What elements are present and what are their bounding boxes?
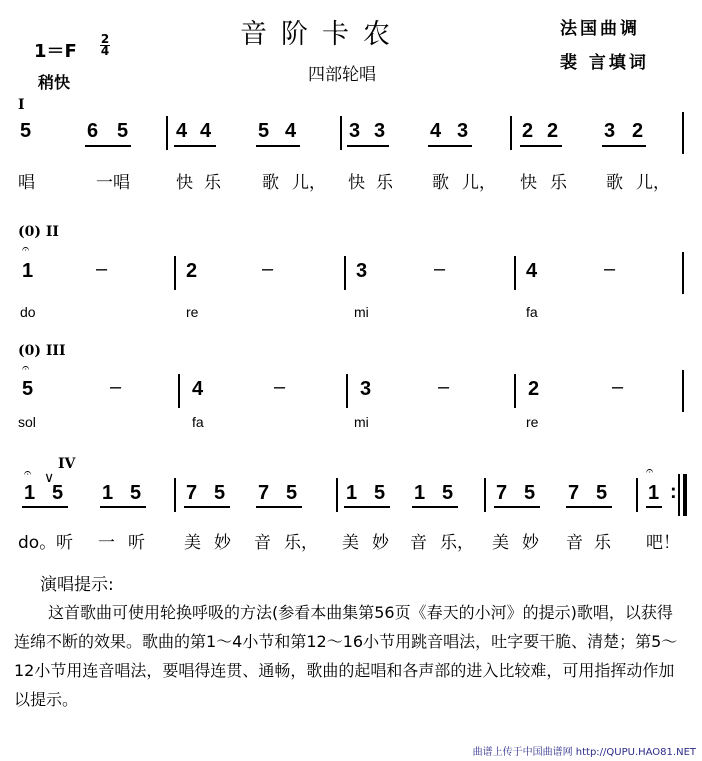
song-subtitle: 四部轮唱 xyxy=(308,65,376,85)
lyric: 一唱 xyxy=(96,173,130,193)
lyric: 乐 xyxy=(550,173,567,193)
note: 2 xyxy=(632,120,644,142)
dash: – xyxy=(274,376,286,398)
note: 3 xyxy=(457,120,469,142)
barline xyxy=(340,116,342,150)
lyric: 乐， xyxy=(284,533,318,553)
lyric: 唱 xyxy=(18,173,35,193)
note: 5 xyxy=(214,482,226,504)
solfege: mi xyxy=(354,414,369,430)
note: 5 xyxy=(442,482,454,504)
lyric: 吧！ xyxy=(646,533,680,553)
note: 3 xyxy=(356,260,368,282)
barline xyxy=(344,256,346,290)
underline xyxy=(428,145,472,147)
lyric: 乐 xyxy=(594,533,611,553)
part-label-4: IV xyxy=(58,456,76,472)
note: 4 xyxy=(176,120,188,142)
dash: – xyxy=(604,258,616,280)
note: 5 xyxy=(130,482,142,504)
lyric: 乐 xyxy=(204,173,221,193)
note: 4 xyxy=(192,378,204,400)
part-label-1: I xyxy=(18,97,25,113)
fermata-icon: 𝄐 xyxy=(22,361,30,376)
lyric: 听 xyxy=(128,533,145,553)
note: 1 xyxy=(648,482,660,504)
note: 5 xyxy=(258,120,270,142)
barline xyxy=(336,478,338,512)
watermark: 曲谱上传于中国曲谱网 http://QUPU.HAO81.NET xyxy=(472,747,696,758)
lyric: 妙 xyxy=(372,533,389,553)
barline xyxy=(678,474,680,516)
barline xyxy=(682,112,684,154)
underline xyxy=(85,145,131,147)
note: 1 xyxy=(346,482,358,504)
barline xyxy=(510,116,512,150)
lyric: do。 xyxy=(18,533,57,553)
note: 4 xyxy=(285,120,297,142)
note: 3 xyxy=(349,120,361,142)
barline xyxy=(514,374,516,408)
tempo-marking: 稍快 xyxy=(38,73,71,92)
lyric: 一 xyxy=(98,533,115,553)
underline xyxy=(22,506,68,508)
time-signature xyxy=(100,34,110,57)
lyric: 音 xyxy=(566,533,583,553)
lyric: 歌 xyxy=(432,173,449,193)
note: 1 xyxy=(102,482,114,504)
time-sig-top: 2 xyxy=(100,32,110,46)
note: 5 xyxy=(286,482,298,504)
note: 1 xyxy=(24,482,36,504)
solfege: sol xyxy=(18,414,36,430)
barline xyxy=(636,478,638,512)
barline xyxy=(174,256,176,290)
note: 6 xyxy=(87,120,99,142)
lyric: 儿， xyxy=(636,173,670,193)
fermata-icon: 𝄐 xyxy=(24,466,32,481)
hint-paragraph: 这首歌曲可使用轮换呼吸的方法(参看本曲集第56页《春天的小河》的提示)歌唱，以获得连绵不断的效果。歌曲的第1～4小节和第12～16小节用跳音唱法，吐字要干脆、清楚；第5～12小节用连音唱法，要唱得连贯、通畅，歌曲的起唱和各声部的进入比较难，可用指挥动作加以提示。 xyxy=(14,603,678,709)
note: 5 xyxy=(596,482,608,504)
lyric: 妙 xyxy=(522,533,539,553)
note: 3 xyxy=(374,120,386,142)
rest-marker: (0) xyxy=(18,343,41,359)
lyric: 美 xyxy=(342,533,359,553)
note: 2 xyxy=(547,120,559,142)
part-number: III xyxy=(45,343,66,359)
solfege: fa xyxy=(192,414,204,430)
note: 7 xyxy=(186,482,198,504)
lyric: 乐， xyxy=(440,533,474,553)
lyric: 快 xyxy=(520,173,537,193)
lyric: 快 xyxy=(176,173,193,193)
note: 4 xyxy=(200,120,212,142)
underline xyxy=(174,145,216,147)
barline xyxy=(682,370,684,412)
lyric: 儿， xyxy=(292,173,326,193)
underline xyxy=(347,145,389,147)
lyric: 乐 xyxy=(376,173,393,193)
underline xyxy=(566,506,612,508)
lyric: 听 xyxy=(56,533,73,553)
note: 4 xyxy=(430,120,442,142)
barline xyxy=(514,256,516,290)
barline xyxy=(682,252,684,294)
lyric: 儿， xyxy=(462,173,496,193)
dash: – xyxy=(612,376,624,398)
fermata-icon: 𝄐 xyxy=(646,464,654,479)
note: 5 xyxy=(20,120,32,142)
underline xyxy=(100,506,146,508)
lyric: 音 xyxy=(410,533,427,553)
barline xyxy=(484,478,486,512)
note: 2 xyxy=(186,260,198,282)
dash: – xyxy=(110,376,122,398)
fermata-icon: 𝄐 xyxy=(22,242,30,257)
underline xyxy=(256,506,302,508)
note: 1 xyxy=(414,482,426,504)
note: 5 xyxy=(22,378,34,400)
repeat-dots: : xyxy=(670,481,677,503)
solfege: do xyxy=(20,304,36,320)
part-number: II xyxy=(45,224,59,240)
note: 2 xyxy=(522,120,534,142)
underline xyxy=(520,145,562,147)
solfege: re xyxy=(186,304,199,320)
lyric: 美 xyxy=(184,533,201,553)
breath-mark-icon: ∨ xyxy=(44,470,55,486)
dash: – xyxy=(96,258,108,280)
part-label-2 xyxy=(18,224,59,240)
lyric: 音 xyxy=(254,533,271,553)
underline xyxy=(412,506,458,508)
lyric: 美 xyxy=(492,533,509,553)
dash: – xyxy=(262,258,274,280)
note: 7 xyxy=(568,482,580,504)
composer-credit: 法国曲调 xyxy=(560,19,640,39)
underline xyxy=(344,506,390,508)
note: 3 xyxy=(604,120,616,142)
dash: – xyxy=(438,376,450,398)
hint-heading: 演唱提示: xyxy=(40,575,114,595)
barline xyxy=(174,478,176,512)
lyric: 歌 xyxy=(262,173,279,193)
barline xyxy=(178,374,180,408)
note: 7 xyxy=(496,482,508,504)
lyric: 快 xyxy=(348,173,365,193)
dash: – xyxy=(434,258,446,280)
note: 5 xyxy=(374,482,386,504)
solfege: mi xyxy=(354,304,369,320)
lyric: 歌 xyxy=(606,173,623,193)
solfege: fa xyxy=(526,304,538,320)
note: 2 xyxy=(528,378,540,400)
note: 5 xyxy=(52,482,64,504)
note: 5 xyxy=(524,482,536,504)
note: 3 xyxy=(360,378,372,400)
song-title: 音阶卡农 xyxy=(240,19,404,50)
solfege: re xyxy=(526,414,539,430)
lyricist-credit: 裴 言填词 xyxy=(560,53,649,73)
note: 5 xyxy=(117,120,129,142)
underline xyxy=(184,506,230,508)
final-barline xyxy=(683,474,687,516)
note: 7 xyxy=(258,482,270,504)
underline xyxy=(494,506,540,508)
underline xyxy=(256,145,300,147)
key-signature: 1＝F xyxy=(34,41,77,62)
barline xyxy=(346,374,348,408)
lyric: 妙 xyxy=(214,533,231,553)
rest-marker: (0) xyxy=(18,224,41,240)
part-label-3 xyxy=(18,343,66,359)
note: 1 xyxy=(22,260,34,282)
barline xyxy=(166,116,168,150)
underline xyxy=(646,506,662,508)
underline xyxy=(602,145,646,147)
note: 4 xyxy=(526,260,538,282)
time-sig-bottom: 4 xyxy=(100,44,110,58)
